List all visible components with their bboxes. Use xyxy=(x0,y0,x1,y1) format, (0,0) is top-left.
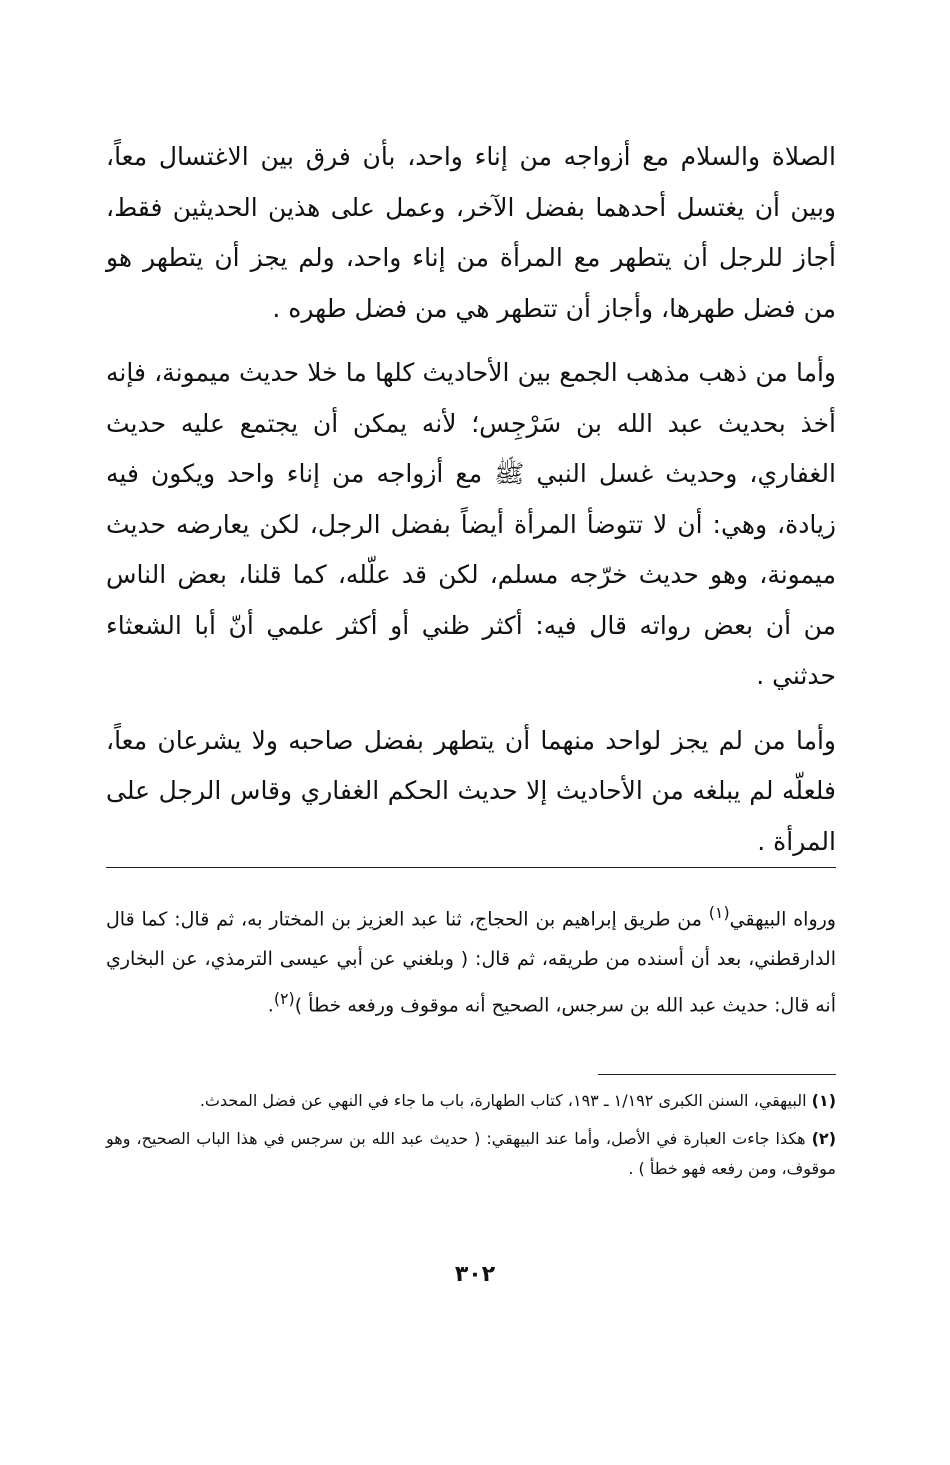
footnote-ref-2: (٢) xyxy=(273,989,295,1009)
quote-text-end: . xyxy=(267,994,274,1017)
main-text xyxy=(106,132,836,867)
footnote-1 xyxy=(106,1086,836,1116)
quote-text-start: ورواه البيهقي xyxy=(729,908,836,931)
page-number: ٣٠٢ xyxy=(454,1262,496,1287)
footnote-ref-1: (١) xyxy=(708,903,730,922)
footnote-quote xyxy=(106,893,836,1026)
footnotes-list xyxy=(106,1086,836,1192)
quote-text-middle: من طريق إبراهيم بن الحجاج، ثنا عبد العزيز بن المختار به، ثم قال: كما قال الدارقطني، بعد أن أسنده من طريقه، ثم قال: ( وبلغني عن أبي عيسى الترمذي، عن البخاري أنه قال: حديث عبد الله بن سرجس، الصحيح أنه موقوف ورفعه خطأ ) xyxy=(106,908,836,1017)
main-separator-rule xyxy=(106,867,836,868)
paragraph-2: وأما من ذهب مذهب الجمع بين الأحاديث كلها ما خلا حديث ميمونة، فإنه أخذ بحديث عبد الله بن سَرْجِس؛ لأنه يمكن أن يجتمع عليه حديث الغفاري، وحديث غسل النبي ﷺ مع أزواجه من إناء واحد ويكون فيه زيادة، وهي: أن لا تتوضأ المرأة أيضاً بفضل الرجل، لكن يعارضه حديث ميمونة، وهو حديث خرّجه مسلم، لكن قد علّله، كما قلنا، بعض الناس من أن بعض رواته قال فيه: أكثر ظني أو أكثر علمي أنّ أبا الشعثاء حدثني . xyxy=(106,358,836,690)
footnote-number: (١) xyxy=(811,1091,836,1110)
footnote-text: هكذا جاءت العبارة في الأصل، وأما عند البيهقي: ( حديث عبد الله بن سرجس في هذا الباب الصحيح، وهو موقوف، ومن رفعه فهو خطأ ) . xyxy=(106,1129,836,1178)
footnote-number: (٢) xyxy=(811,1129,836,1148)
footnote-text: البيهقي، السنن الكبرى ١/١٩٢ ـ ١٩٣، كتاب الطهارة، باب ما جاء في النهي عن فضل المحدث. xyxy=(199,1091,807,1110)
paragraph-1: الصلاة والسلام مع أزواجه من إناء واحد، بأن فرق بين الاغتسال معاً، وبين أن يغتسل أحدهما بفضل الآخر، وعمل على هذين الحديثين فقط، أجاز للرجل أن يتطهر مع المرأة من إناء واحد، ولم يجز أن يتطهر هو من فضل طهرها، وأجاز أن تتطهر هي من فضل طهره . xyxy=(106,142,836,323)
paragraph-3: وأما من لم يجز لواحد منهما أن يتطهر بفضل صاحبه ولا يشرعان معاً، فلعلّه لم يبلغه من الأحاديث إلا حديث الحكم الغفاري وقاس الرجل على المرأة . xyxy=(106,725,836,856)
footnote-2 xyxy=(106,1124,836,1184)
footnote-separator-rule xyxy=(598,1074,836,1075)
